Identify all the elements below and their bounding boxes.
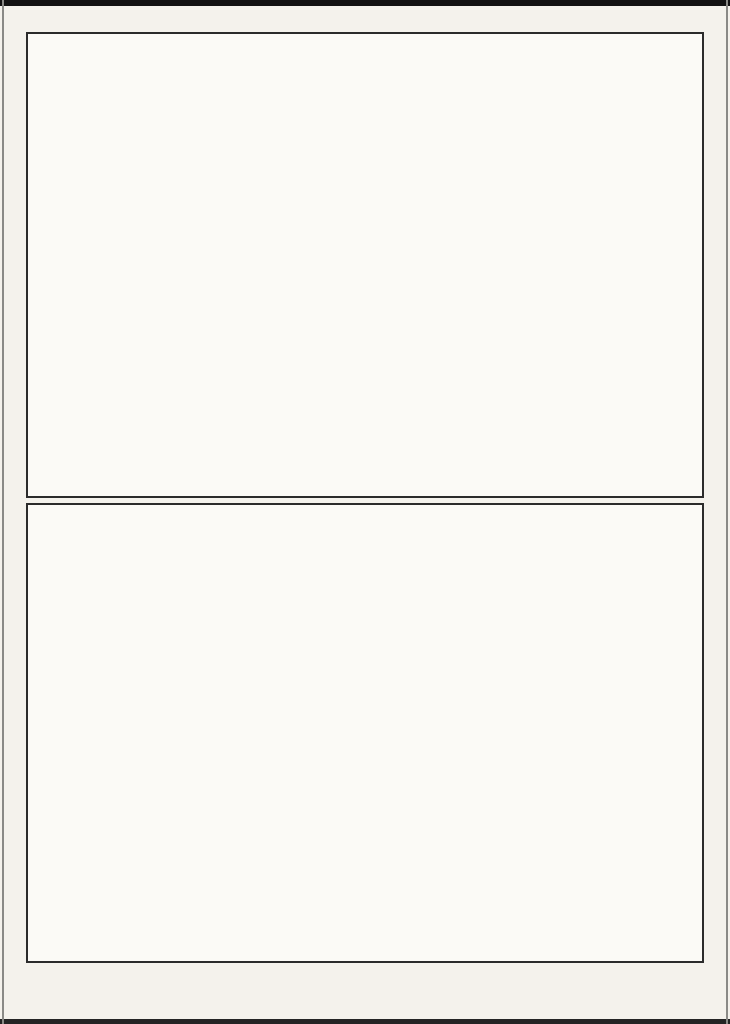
- scan-edge-top: [0, 0, 730, 6]
- roster-band-top: [26, 32, 704, 498]
- scan-edge-left: [2, 0, 4, 1024]
- scan-edge-bottom: [0, 1019, 730, 1024]
- scan-edge-right: [726, 0, 728, 1024]
- roster-table: [26, 32, 704, 963]
- roster-band-bottom: [26, 503, 704, 963]
